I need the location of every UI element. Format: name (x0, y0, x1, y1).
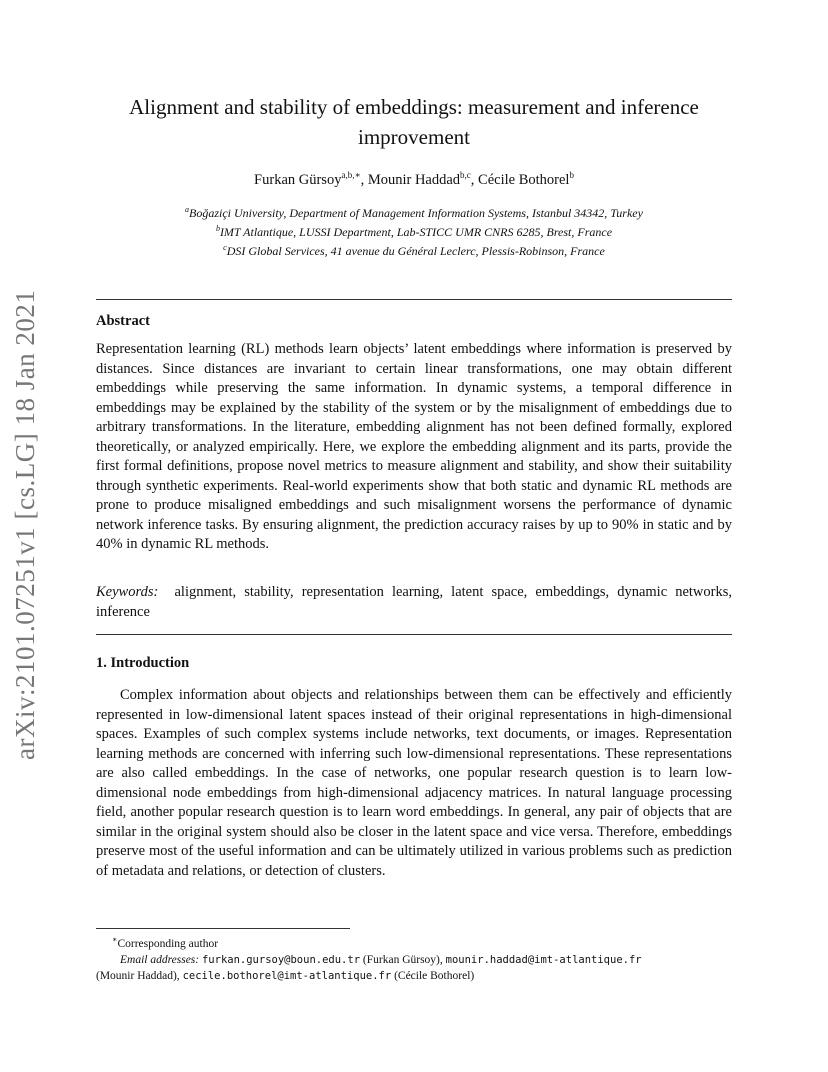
introduction-paragraph: Complex information about objects and relationships between them can be effectively and efficiently represented in low-dimensional latent spaces instead of their original representations in high-dimensional spaces. Examples of such complex systems include networks, text documents, or images. Representation learning methods are concerned with inferring such low-dimensional representations. These representations are also called embeddings. In the case of networks, one popular research question is to learn low-dimensional node embeddings from high-dimensional adjacency matrices. In natural language processing field, another popular research question is to learn word embeddings. In general, any pair of objects that are similar in the original system should also be closer in the latent space and vice versa. Therefore, embeddings preserve most of the useful information and can be ultimately utilized in various problems such as prediction of metadata and relations, or detection of clusters. (96, 687, 732, 879)
author-name: Cécile Bothorel (478, 171, 570, 188)
author-list (120, 170, 708, 189)
affiliation-list (90, 202, 738, 259)
affiliation (90, 221, 738, 240)
corresponding-author-text: Corresponding author (117, 937, 219, 950)
affiliation-marker: a (185, 205, 190, 214)
email-link[interactable]: furkan.gursoy@boun.edu.tr (201, 953, 361, 966)
email-link[interactable]: mounir.haddad@imt-atlantique.fr (445, 953, 642, 966)
footnotes (96, 932, 736, 984)
email-label: Email addresses: (120, 953, 200, 966)
keywords (96, 583, 732, 622)
email-owner: (Cécile Bothorel) (391, 969, 475, 982)
affiliation-text: Boğaziçi University, Department of Management Information Systems, Istanbul 34342, Turkey (189, 206, 643, 220)
abstract-text: Representation learning (RL) methods learn objects’ latent embeddings where information is preserved by distances. Since distances are invariant to certain linear transformations, one may obtain different embeddings while preserving the same information. In dynamic systems, a temporal difference in embeddings may be explained by the stability of the system or by the misalignment of embeddings due to arbitrary transformations. In the literature, embedding alignment has not been defined formally, explored theoretically, or analyzed empirically. Here, we explore the embedding alignment and its parts, provide the first formal definitions, propose novel metrics to measure alignment and stability, and show their suitability through synthetic experiments. Real-world experiments show that both static and dynamic RL methods are prone to produce misaligned embeddings and such misalignment worsens the performance of dynamic network inference tasks. By ensuring alignment, the prediction accuracy raises by up to 90% in static and by 40% in dynamic RL methods. (96, 341, 732, 552)
affiliation (90, 240, 738, 259)
paper-title: Alignment and stability of embeddings: measurement and inference improvement (129, 95, 699, 149)
author-name: Mounir Haddad (367, 171, 461, 188)
keywords-label: Keywords: (96, 584, 159, 600)
email-link[interactable]: cecile.bothorel@imt-atlantique.fr (182, 969, 392, 982)
author-separator: , (470, 171, 479, 188)
arxiv-stamp: arXiv:2101.07251v1 [cs.LG] 18 Jan 2021 (10, 289, 40, 760)
author-separator: , (360, 171, 368, 188)
affiliation-text: IMT Atlantique, LUSSI Department, Lab-STICC UMR CNRS 6285, Brest, France (219, 225, 613, 239)
affiliation-text: DSI Global Services, 41 avenue du Général Leclerc, Plessis-Robinson, France (226, 244, 605, 258)
introduction-heading: 1. Introduction (96, 655, 190, 671)
author-affil-marker: a,b,∗ (341, 170, 361, 180)
affiliation-marker: b (215, 224, 220, 233)
abstract-bottom-rule (96, 634, 732, 635)
affiliation (90, 202, 738, 221)
author-name: Furkan Gürsoy (254, 171, 342, 188)
email-addresses (96, 952, 736, 984)
keywords-list: alignment, stability, representation learning, latent space, embeddings, dynamic networks, inference (96, 584, 733, 620)
email-owner: (Furkan Gürsoy), (360, 953, 446, 966)
affiliation-marker: c (223, 243, 227, 252)
email-owner: (Mounir Haddad), (96, 969, 183, 982)
footnote-rule (96, 928, 350, 929)
corresponding-author-note (96, 932, 736, 952)
abstract-heading: Abstract (96, 313, 150, 329)
abstract-top-rule (96, 299, 732, 300)
author-affil-marker: b,c (460, 170, 471, 180)
author-affil-marker: b (569, 170, 574, 180)
footnote-marker: ∗ (112, 935, 118, 944)
